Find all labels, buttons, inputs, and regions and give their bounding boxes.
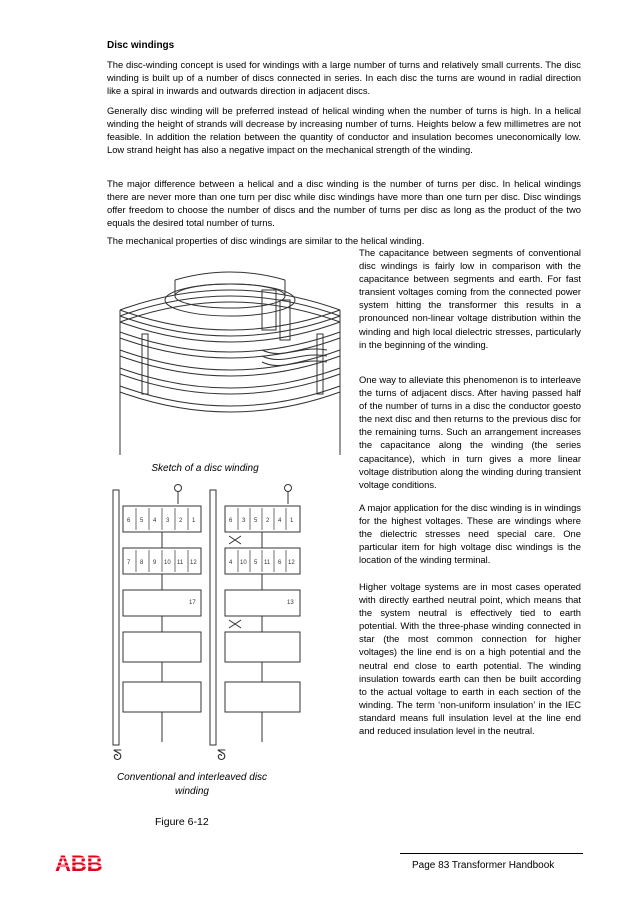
earth-symbol-left: ᘕ [113,749,123,764]
footer-page-label: Page 83 Transformer Handbook [412,860,555,871]
diagram-caption: Conventional and interleaved disc winding [116,772,268,797]
int-num-10: 10 [240,560,247,566]
int-num-4: 4 [278,518,282,524]
earth-symbol-right: ᘕ [217,749,227,764]
section-heading: Disc windings [107,40,175,51]
paragraph-mechanical: The mechanical properties of disc windings are similar to the helical winding. [107,235,425,246]
disc-winding-sketch [112,250,348,460]
int-num-6: 6 [229,518,233,524]
paragraph-insulation: Higher voltage systems are in most cases operated with directly earthed neutral point, which means that the system neutral is effectively tied to earth potential. With the three-phase winding connected in star (the most common connection for higher voltages) the line end is on a high potential and the neutral end close to earth potential. The winding insulation towards earth can then be built according to the actual voltage to earth in each section of the winding. The term ‘non-uniform insulation’ in the IEC standard means full insulation level at the line end and reduced insulation level in the neutral. [359,581,581,737]
conv-num-17: 17 [189,600,196,606]
abb-logo [55,852,107,874]
int-num-3: 3 [242,518,246,524]
int-num-12: 12 [288,560,295,566]
svg-text:ABB: ABB [55,852,103,874]
int-num-4b: 4 [229,560,233,566]
sketch-caption: Sketch of a disc winding [151,463,259,474]
int-num-5b: 5 [254,560,258,566]
conv-num-12: 12 [190,560,197,566]
conv-num-2: 2 [179,518,183,524]
int-num-5: 5 [254,518,258,524]
int-num-11: 11 [264,560,271,566]
conv-num-5: 5 [140,518,144,524]
paragraph-preference: Generally disc winding will be preferred instead of helical winding when the number of turns is high. In a helical winding the height of strands will decrease by increasing number of turns. Heights below a few millimetres are not feasible. In addition the relation between the quantity of conductor and insulation becomes uneconomically low. Low strand height has also a negative impact on the mechanical strength of the winding. [107,105,581,156]
conv-num-10: 10 [164,560,171,566]
paragraph-capacitance: The capacitance between segments of conventional disc windings is fairly low in comparison with the capacitance between segments and earth. For fast transient voltages coming from the connected power system hitting the transformer this results in a pronounced non-linear voltage distribution within the winding and high local dielectric stresses, particularly in the beginning of the winding. [359,247,581,350]
int-num-2: 2 [266,518,270,524]
figure-label: Figure 6-12 [155,816,209,828]
conv-num-3: 3 [166,518,170,524]
int-num-6b: 6 [278,560,282,566]
conv-num-6: 6 [127,518,131,524]
paragraph-application: A major application for the disc winding is in windings for the highest voltages. These are windings where the dielectric stresses need special care. One particular item for high voltage disc windings is the location of the winding terminal. [359,502,581,566]
conv-num-11: 11 [177,560,184,566]
conv-num-4: 4 [153,518,157,524]
paragraph-difference: The major difference between a helical and a disc winding is the number of turns per disc. In helical windings there are never more than one turn per disc while disc windings have more than one turn per disc. Disc windings offer freedom to choose the number of discs and the number of turns per disc as long as the product of the two equals the desired total number of turns. [107,178,581,229]
footer-rule [400,853,583,854]
conv-num-8: 8 [140,560,144,566]
paragraph-interleave: One way to alleviate this phenomenon is to interleave the turns of adjacent discs. After having passed half of the number of turns in a disc the conductor goesto the next disc and then returns to the previous disc for the remaining turns. Such an arrangement increases the capacitance along the winding (the series capacitance), which in turn gives a more linear voltage distribution along the winding during transient voltage conditions. [359,374,582,490]
int-num-1: 1 [290,518,294,524]
paragraph-intro: The disc-winding concept is used for windings with a large number of turns and relatively small currents. The disc winding is built up of a number of discs connected in series. In each disc the turns are wound in radial direction like a spiral in inwards and outwards direction in adjacent discs. [107,59,581,97]
int-num-13: 13 [287,600,294,606]
conv-num-9: 9 [153,560,157,566]
conv-num-7: 7 [127,560,131,566]
conv-num-1: 1 [192,518,196,524]
winding-diagram [105,480,310,765]
